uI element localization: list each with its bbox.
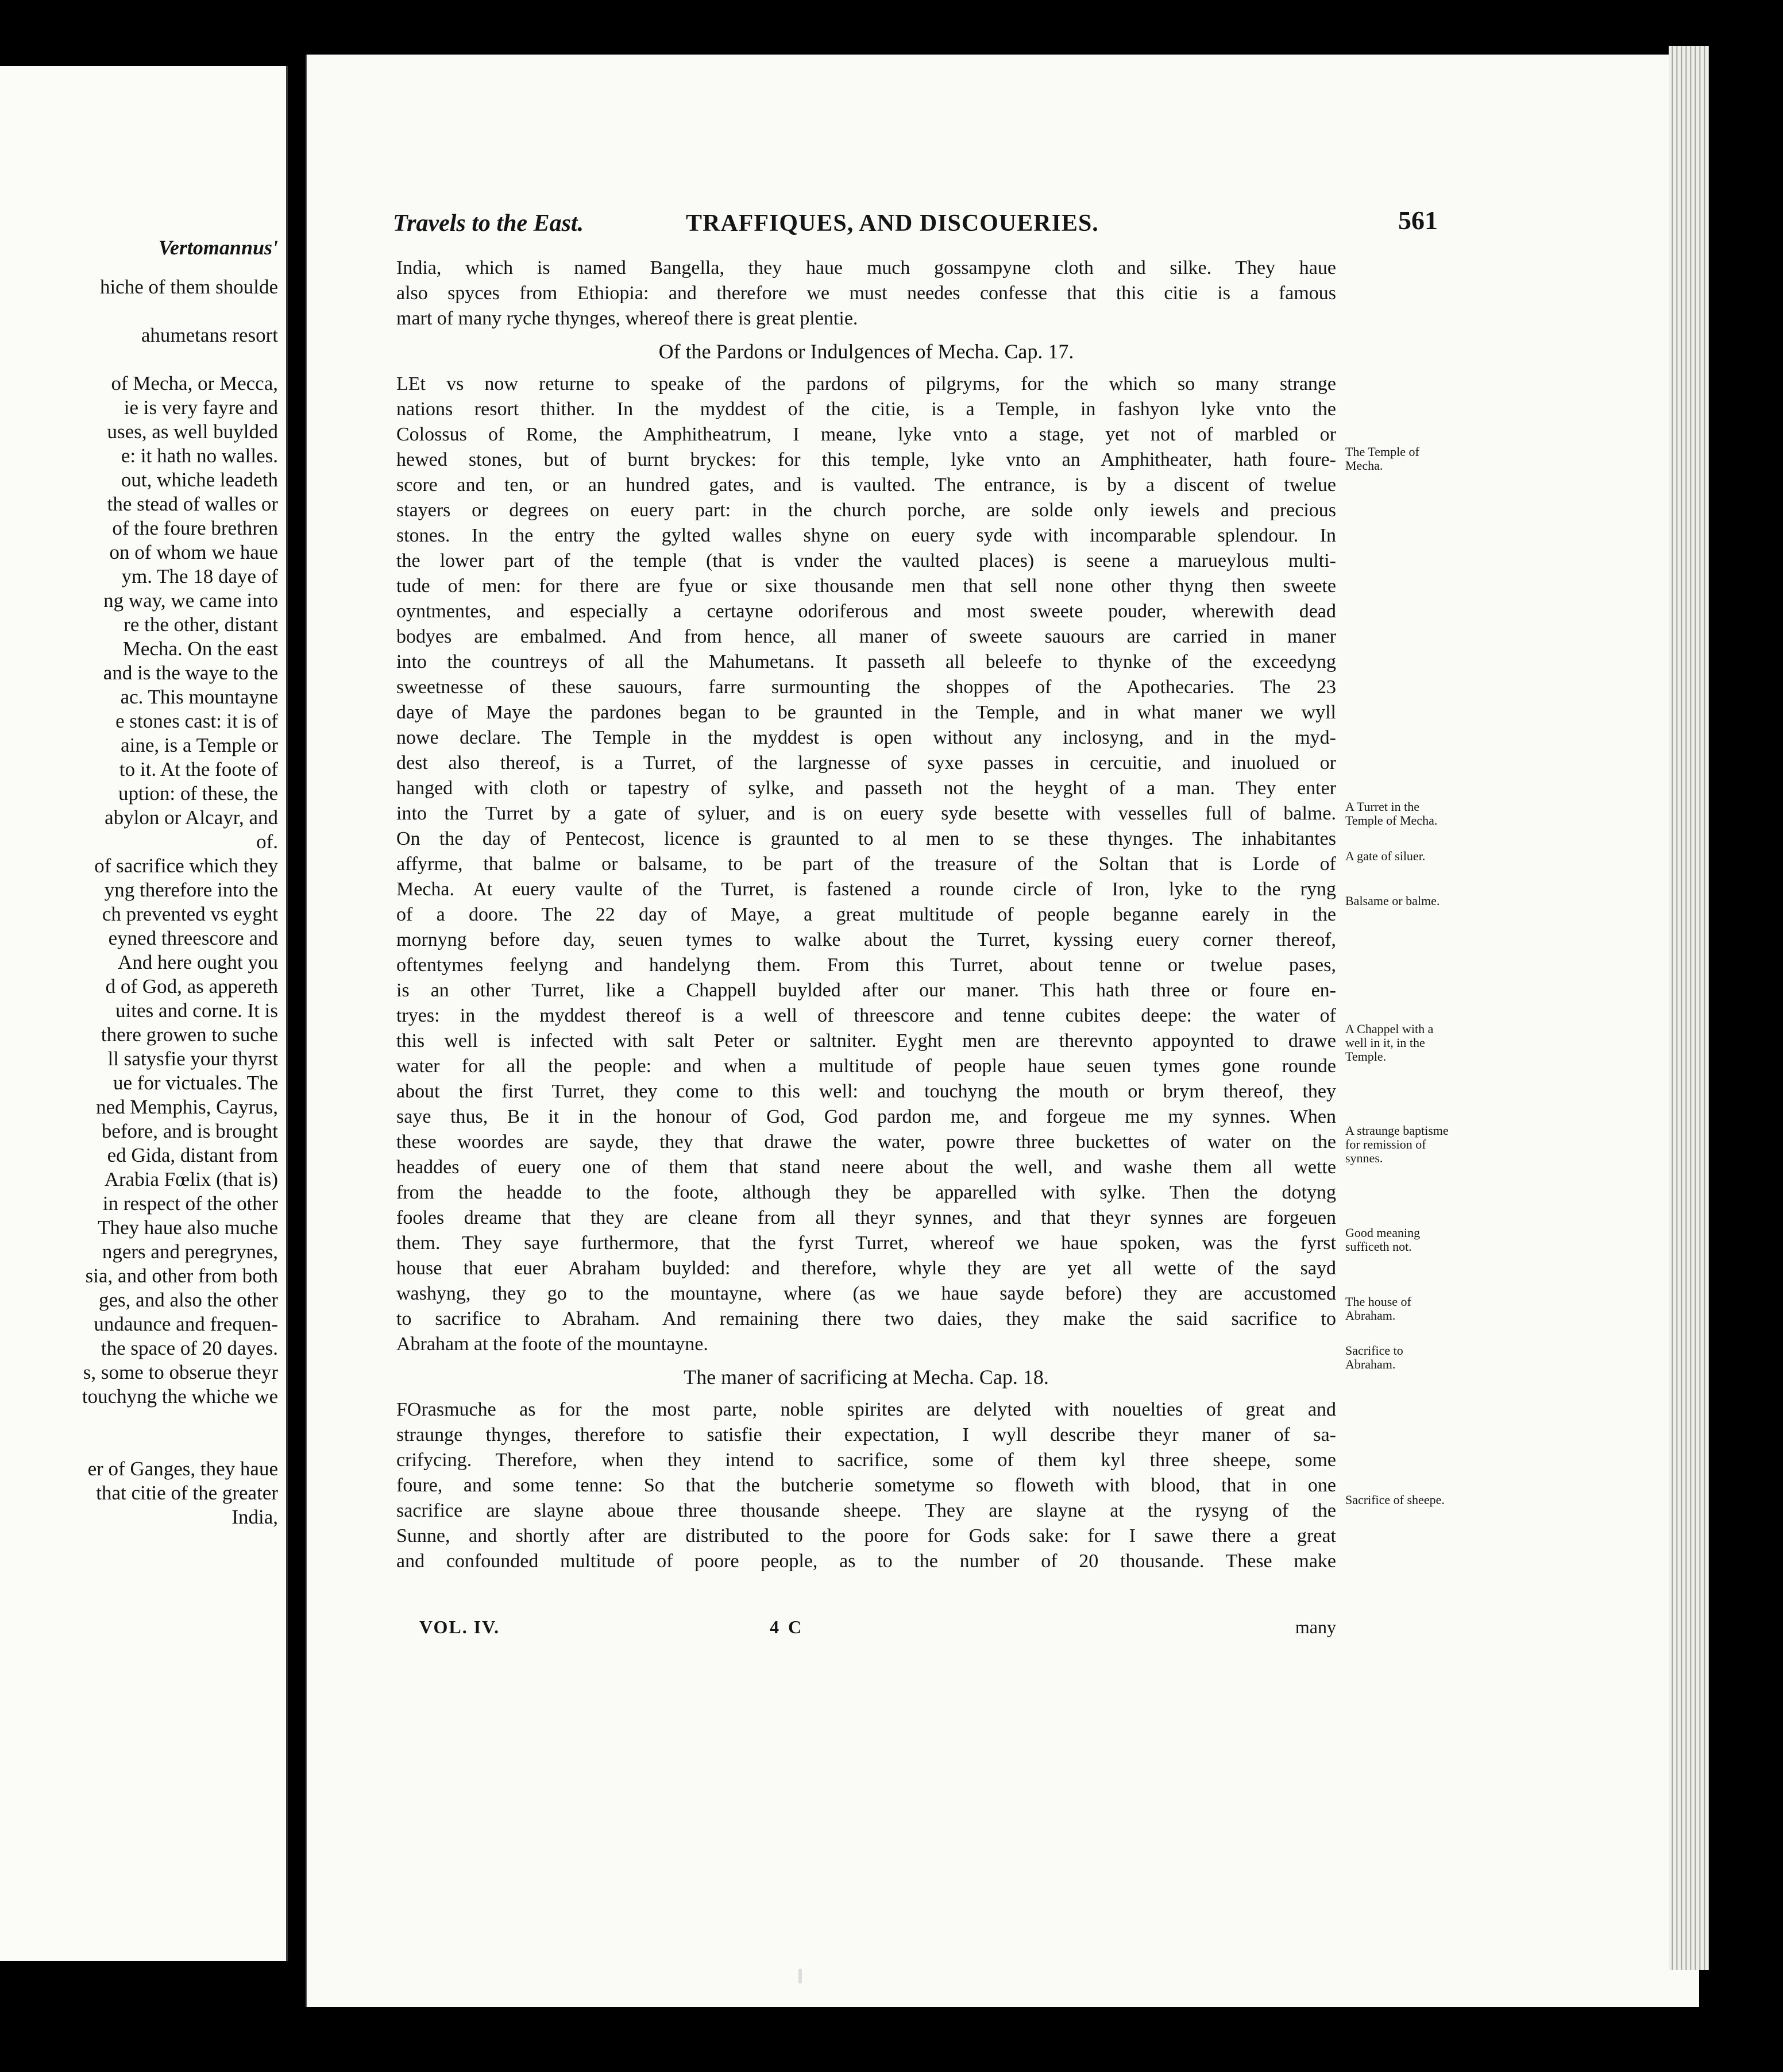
left-text-line: aine, is a Temple or bbox=[121, 734, 278, 756]
chapter-18-heading: The maner of sacrificing at Mecha. Cap. 18. bbox=[684, 1366, 1049, 1389]
left-text-line: re the other, distant bbox=[124, 613, 278, 636]
margin-note: The house of Abraham. bbox=[1345, 1294, 1411, 1323]
text-line: into the Turret by a gate of syluer, and is on euery syde besette with vesselles full of balme. bbox=[396, 803, 1336, 824]
volume-label: VOL. IV. bbox=[419, 1617, 500, 1637]
text-line: water for all the people: and when a multitude of people haue seuen tymes gone rounde bbox=[396, 1056, 1336, 1077]
left-text-line: in respect of the other bbox=[102, 1192, 278, 1215]
left-text-line: undaunce and frequen- bbox=[94, 1313, 278, 1335]
page-edges bbox=[1669, 46, 1709, 1970]
text-line: oyntmentes, and especially a certayne odoriferous and most sweete pouder, wherewith dead bbox=[396, 601, 1336, 622]
catchword: many bbox=[1295, 1617, 1336, 1637]
margin-note: A gate of siluer. bbox=[1345, 849, 1426, 863]
left-page-fragment bbox=[0, 66, 288, 1961]
left-text-line: ges, and also the other bbox=[99, 1289, 278, 1311]
page-number: 561 bbox=[1398, 206, 1438, 235]
left-text-line: on of whom we haue bbox=[109, 541, 278, 563]
text-line: dest also thereof, is a Turret, of the largnesse of syxe passes in cercuitie, and inuolued or bbox=[396, 752, 1336, 774]
text-line: is an other Turret, like a Chappell buylded after our maner. This hath three or foure en- bbox=[396, 980, 1336, 1001]
left-text-line: ch prevented vs eyght bbox=[102, 903, 278, 925]
left-text-line: Arabia Fœlix (that is) bbox=[104, 1168, 278, 1190]
left-text-line: sia, and other from both bbox=[85, 1265, 278, 1287]
left-text-line: India, bbox=[231, 1506, 278, 1528]
left-text-line: ngers and peregrynes, bbox=[102, 1240, 278, 1263]
left-text-line: the space of 20 dayes. bbox=[101, 1337, 278, 1359]
left-text-line: abylon or Alcayr, and bbox=[105, 806, 278, 829]
left-text-line: out, whiche leadeth bbox=[121, 469, 278, 491]
left-text-line: there growen to suche bbox=[101, 1023, 278, 1046]
left-text-line: And here ought you bbox=[118, 951, 278, 973]
left-page-text bbox=[0, 276, 278, 1530]
left-text-line: ie is very fayre and bbox=[124, 396, 278, 419]
margin-note: Sacrifice to Abraham. bbox=[1345, 1343, 1403, 1371]
signature-mark: 4 C bbox=[770, 1617, 804, 1637]
left-text-line: ac. This mountayne bbox=[120, 686, 278, 708]
left-text-line: of Mecha, or Mecca, bbox=[111, 372, 278, 395]
left-text-line: ue for victuales. The bbox=[113, 1072, 278, 1094]
left-text-line: of. bbox=[256, 830, 278, 853]
left-text-line: e stones cast: it is of bbox=[115, 710, 278, 732]
text-line: tryes: in the myddest thereof is a well of threescore and tenne cubites deepe: the water of bbox=[396, 1005, 1336, 1026]
text-line: Mecha. At euery vaulte of the Turret, is fastened a rounde circle of Iron, lyke to the ryng bbox=[396, 879, 1336, 900]
margin-note: A Chappel with a well in it, in the Temple. bbox=[1345, 1022, 1434, 1064]
chapter-17-heading: Of the Pardons or Indulgences of Mecha. Cap. 17. bbox=[658, 340, 1074, 363]
left-text-line: uses, as well buylded bbox=[107, 420, 278, 443]
text-line: daye of Maye the pardones began to be graunted in the Temple, and in what maner we wyll bbox=[396, 702, 1336, 723]
left-text-line bbox=[0, 1409, 278, 1433]
text-line: foure, and some tenne: So that the butcherie sometyme so floweth with blood, that in one bbox=[396, 1475, 1336, 1496]
left-text-line: to it. At the foote of bbox=[119, 758, 278, 780]
left-text-line: ym. The 18 daye of bbox=[121, 565, 278, 587]
left-text-line: before, and is brought bbox=[101, 1120, 278, 1142]
margin-note: The Temple of Mecha. bbox=[1345, 444, 1419, 473]
text-line: and confounded multitude of poore people, as to the number of 20 thousande. These make bbox=[396, 1551, 1336, 1572]
text-line: them. They saye furthermore, that the fyrst Turret, whereof we haue spoken, was the fyrst bbox=[396, 1232, 1336, 1254]
text-line: fooles dreame that they are cleane from all theyr synnes, and that theyr synnes are forgeuen bbox=[396, 1207, 1336, 1228]
left-text-line: e: it hath no walles. bbox=[121, 444, 278, 467]
left-text-line: of the foure brethren bbox=[112, 517, 278, 539]
running-title: Travels to the East. bbox=[393, 210, 584, 237]
left-text-line: and is the waye to the bbox=[103, 662, 278, 684]
left-text-line: of sacrifice which they bbox=[94, 855, 278, 877]
text-line: hanged with cloth or tapestry of sylke, and passeth not the heyght of a man. They enter bbox=[396, 778, 1336, 799]
text-line: straunge thynges, therefore to satisfie their expectation, I wyll describe theyr maner of sa- bbox=[396, 1424, 1336, 1445]
left-text-line: er of Ganges, they haue bbox=[87, 1458, 278, 1480]
margin-note: Sacrifice of sheepe. bbox=[1345, 1493, 1445, 1507]
text-line: stones. In the entry the gylted walles shyne on euery syde with incomparable splendour. In bbox=[396, 525, 1336, 546]
left-text-line: touchyng the whiche we bbox=[82, 1385, 278, 1408]
text-line: about the first Turret, they come to this well: and touchyng the mouth or brym thereof, they bbox=[396, 1081, 1336, 1102]
intro-paragraph bbox=[396, 256, 1336, 331]
text-line: washyng, they go to the mountayne, where (as we haue sayde before) they are accustomed bbox=[396, 1283, 1336, 1304]
text-line: affyrme, that balme or balsame, to be part of the treasure of the Soltan that is Lorde of bbox=[396, 853, 1336, 875]
text-line: mornyng before day, seuen tymes to walke about the Turret, kyssing euery corner thereof, bbox=[396, 929, 1336, 950]
margin-note: A straunge baptisme for remission of synnes. bbox=[1345, 1123, 1449, 1165]
left-text-line: d of God, as appereth bbox=[105, 975, 278, 998]
chapter-17-text bbox=[396, 372, 1336, 1357]
left-running-head: Vertomannus' bbox=[158, 236, 278, 259]
text-line: LEt vs now returne to speake of the pardons of pilgryms, for the which so many strange bbox=[396, 373, 1336, 395]
left-text-line: uites and corne. It is bbox=[115, 999, 278, 1022]
text-line: sacrifice are slayne aboue three thousande sheepe. They are slayne at the rysyng of the bbox=[396, 1500, 1336, 1521]
chapter-18-text bbox=[396, 1397, 1336, 1574]
left-text-line: ed Gida, distant from bbox=[107, 1144, 278, 1166]
text-line: nations resort thither. In the myddest of the citie, is a Temple, in fashyon lyke vnto the bbox=[396, 399, 1336, 420]
left-text-line: Mecha. On the east bbox=[122, 637, 278, 660]
text-line: Abraham at the foote of the mountayne. bbox=[396, 1333, 708, 1355]
scan-mark bbox=[798, 1969, 802, 1984]
left-text-line: ahumetans resort bbox=[141, 324, 278, 346]
text-line: stayers or degrees on euery part: in the church porche, are solde only iewels and precious bbox=[396, 500, 1336, 521]
page-header bbox=[393, 206, 1438, 244]
text-line: India, which is named Bangella, they haue much gossampyne cloth and silke. They haue bbox=[396, 257, 1336, 279]
text-line: from the headde to the foote, although they be apparelled with sylke. Then the dotyng bbox=[396, 1182, 1336, 1203]
text-line: bodyes are embalmed. And from hence, all maner of sweete sauours are carried in maner bbox=[396, 626, 1336, 647]
text-line: Colossus of Rome, the Amphitheatrum, I meane, lyke vnto a stage, yet not of marbled or bbox=[396, 424, 1336, 445]
text-line: also spyces from Ethiopia: and therefore we must needes confesse that this citie is a famous bbox=[396, 283, 1336, 304]
left-text-line: s, some to obserue theyr bbox=[83, 1361, 278, 1383]
left-text-line: that citie of the greater bbox=[96, 1482, 278, 1504]
left-text-line: the stead of walles or bbox=[107, 493, 278, 515]
margin-note: A Turret in the Temple of Mecha. bbox=[1345, 799, 1438, 828]
margin-note: Good meaning sufficeth not. bbox=[1345, 1226, 1421, 1254]
left-text-line: hiche of them shoulde bbox=[99, 276, 278, 298]
left-text-line bbox=[0, 1433, 278, 1458]
page-body bbox=[396, 256, 1336, 1574]
left-text-line: eyned threescore and bbox=[108, 927, 278, 949]
left-text-line: yng therefore into the bbox=[104, 879, 278, 901]
text-line: oftentymes feelyng and handelyng them. From this Turret, about tenne or twelue pases, bbox=[396, 954, 1336, 976]
text-line: house that euer Abraham buylded: and therefore, whyle they are yet all wette of the sayd bbox=[396, 1258, 1336, 1279]
left-text-line: They haue also muche bbox=[98, 1216, 278, 1239]
text-line: tude of men: for there are fyue or sixe thousande men that sell none other thyng then sweete bbox=[396, 575, 1336, 597]
text-line: into the countreys of all the Mahumetans. It passeth all beleefe to thynke of the exceedyng bbox=[396, 651, 1336, 672]
text-line: hewed stones, but of burnt bryckes: for this temple, lyke vnto an Amphitheater, hath foure- bbox=[396, 449, 1336, 470]
text-line: nowe declare. The Temple in the myddest is open without any inclosyng, and in the myd- bbox=[396, 727, 1336, 748]
page-footer bbox=[396, 1617, 1336, 1645]
margin-note: Balsame or balme. bbox=[1345, 894, 1440, 908]
left-text-line bbox=[0, 348, 278, 372]
text-line: these woordes are sayde, they that drawe the water, powre three buckettes of water on the bbox=[396, 1131, 1336, 1153]
left-text-line: ll satysfie your thyrst bbox=[107, 1047, 278, 1070]
text-line: to sacrifice to Abraham. And remaining there two daies, they make the said sacrifice to bbox=[396, 1308, 1336, 1329]
text-line: the lower part of the temple (that is vnder the vaulted places) is seene a marueylous multi- bbox=[396, 550, 1336, 571]
text-line: headdes of euery one of them that stand neere about the well, and washe them all wette bbox=[396, 1157, 1336, 1178]
left-text-line: ng way, we came into bbox=[103, 589, 278, 612]
text-line: On the day of Pentecost, licence is graunted to al men to se these thynges. The inhabitantes bbox=[396, 828, 1336, 849]
text-line: score and ten, or an hundred gates, and is vaulted. The entrance, is by a discent of twelue bbox=[396, 474, 1336, 496]
text-line: FOrasmuche as for the most parte, noble spirites are delyted with nouelties of great and bbox=[396, 1399, 1336, 1420]
left-text-line: uption: of these, the bbox=[118, 782, 278, 805]
page-title: TRAFFIQUES, AND DISCOUERIES. bbox=[686, 210, 1099, 237]
text-line: saye thus, Be it in the honour of God, God pardon me, and forgeue me my synnes. When bbox=[396, 1106, 1336, 1127]
text-line: mart of many ryche thynges, whereof there is great plentie. bbox=[396, 308, 858, 329]
left-text-line: ned Memphis, Cayrus, bbox=[96, 1096, 278, 1118]
text-line: of a doore. The 22 day of Maye, a great multitude of people beganne earely in the bbox=[396, 904, 1336, 925]
text-line: sweetnesse of these sauours, farre surmounting the shoppes of the Apothecaries. The 23 bbox=[396, 677, 1336, 698]
text-line: this well is infected with salt Peter or saltniter. Eyght men are therevnto appoynted to drawe bbox=[396, 1030, 1336, 1052]
text-line: crifycing. Therefore, when they intend to sacrifice, some of them kyl three sheepe, some bbox=[396, 1449, 1336, 1471]
right-page bbox=[306, 55, 1699, 2007]
text-line: Sunne, and shortly after are distributed to the poore for Gods sake: for I sawe there a great bbox=[396, 1525, 1336, 1547]
left-text-line bbox=[0, 300, 278, 324]
